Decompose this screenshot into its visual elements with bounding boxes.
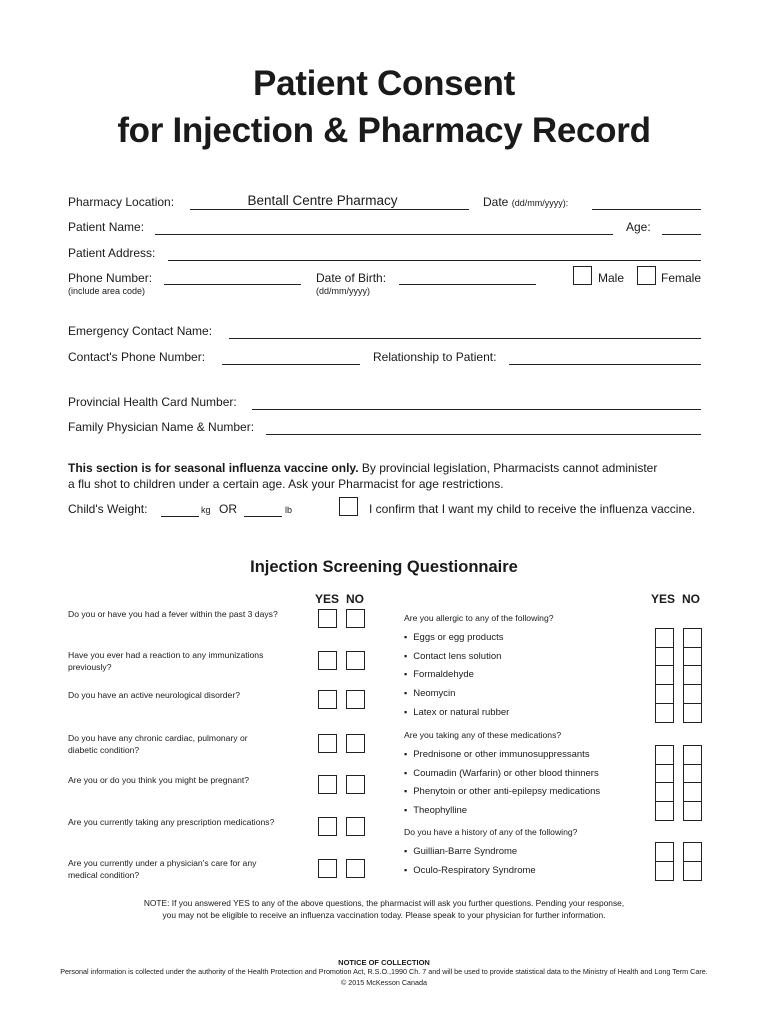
right-g1-item3-yes-checkbox[interactable] — [655, 665, 674, 685]
left-q1-yes-checkbox[interactable] — [318, 609, 337, 628]
flu-section-bold: This section is for seasonal influenza vaccine only. — [68, 461, 359, 475]
right-g3-item2-yes-checkbox[interactable] — [655, 861, 674, 881]
left-q6-yes-checkbox[interactable] — [318, 817, 337, 836]
right-group-heading: Are you allergic to any of the following? — [404, 613, 554, 623]
left-question-row — [68, 650, 308, 673]
right-g2-item2-no-checkbox[interactable] — [683, 764, 702, 784]
right-group-heading: Are you taking any of these medications? — [404, 730, 562, 740]
left-question-text: Are you or do you think you might be pregnant? — [68, 775, 250, 785]
left-q4-no-checkbox[interactable] — [346, 734, 365, 753]
right-yes-header: YES — [651, 592, 676, 606]
right-no-header: NO — [682, 592, 700, 606]
left-question-text: Have you ever had a reaction to any immunizations — [68, 650, 264, 660]
left-q5-yes-checkbox[interactable] — [318, 775, 337, 794]
right-g1-item3-no-checkbox[interactable] — [683, 665, 702, 685]
right-list-item: ▪ Eggs or egg products — [404, 632, 504, 643]
patient-address-field[interactable] — [168, 260, 701, 261]
right-g3-item2-no-checkbox[interactable] — [683, 861, 702, 881]
date-label: Date (dd/mm/yyyy): — [483, 195, 569, 209]
screening-note-line2: you may not be eligible to receive an influenza vaccination today. Please speak to your physician for further information. — [162, 910, 606, 920]
pharmacy-location-field[interactable] — [190, 209, 469, 210]
left-question-row — [68, 733, 308, 756]
left-question-row — [68, 690, 308, 702]
lb-unit: lb — [285, 505, 293, 515]
left-q3-no-checkbox[interactable] — [346, 690, 365, 709]
health-card-label: Provincial Health Card Number: — [68, 395, 237, 409]
right-list-item: ▪ Phenytoin or other anti-epilepsy medications — [404, 786, 600, 797]
date-field[interactable] — [592, 209, 701, 210]
right-g1-item1-no-checkbox[interactable] — [683, 628, 702, 648]
right-g1-item5-no-checkbox[interactable] — [683, 703, 702, 723]
female-checkbox[interactable] — [637, 266, 656, 285]
left-question-text-cont: medical condition? — [68, 869, 140, 880]
left-question-text: Do you have an active neurological disorder? — [68, 690, 240, 700]
male-checkbox[interactable] — [573, 266, 592, 285]
left-q3-yes-checkbox[interactable] — [318, 690, 337, 709]
right-g2-item3-yes-checkbox[interactable] — [655, 782, 674, 802]
contact-phone-label: Contact's Phone Number: — [68, 350, 206, 364]
right-g2-item2-yes-checkbox[interactable] — [655, 764, 674, 784]
form-title-line2: for Injection & Pharmacy Record — [117, 111, 651, 150]
right-list-item: ▪ Oculo-Respiratory Syndrome — [404, 865, 536, 876]
family-physician-label: Family Physician Name & Number: — [68, 420, 255, 434]
right-g1-item5-yes-checkbox[interactable] — [655, 703, 674, 723]
right-g2-item1-yes-checkbox[interactable] — [655, 745, 674, 765]
left-q5-no-checkbox[interactable] — [346, 775, 365, 794]
relationship-label: Relationship to Patient: — [373, 350, 497, 364]
right-g3-item1-yes-checkbox[interactable] — [655, 842, 674, 862]
left-question-text: Do you have any chronic cardiac, pulmonary or — [68, 733, 248, 743]
right-list-item: ▪ Coumadin (Warfarin) or other blood thinners — [404, 768, 599, 779]
flu-section-text1: By provincial legislation, Pharmacists cannot administer — [358, 461, 658, 475]
left-q4-yes-checkbox[interactable] — [318, 734, 337, 753]
left-question-text: Are you currently taking any prescription medications? — [68, 817, 275, 827]
pharmacy-location-label: Pharmacy Location: — [68, 195, 175, 209]
left-question-row — [68, 609, 308, 621]
right-list-item: ▪ Theophylline — [404, 805, 467, 816]
pharmacy-location-value: Bentall Centre Pharmacy — [247, 193, 398, 208]
phone-number-label: Phone Number: — [68, 271, 153, 285]
notice-text: Personal information is collected under the authority of the Health Protection and Promotion Act, R.S.O.,1990 Ch. 7 and will be used to provide statistical data to the Ministry of Health and Long Term Care. — [60, 967, 708, 976]
phone-number-field[interactable] — [164, 284, 301, 285]
dob-format-hint: (dd/mm/yyyy) — [316, 286, 370, 296]
patient-name-field[interactable] — [155, 234, 613, 235]
right-list-item: ▪ Prednisone or other immunosuppressants — [404, 749, 590, 760]
notice-heading: NOTICE OF COLLECTION — [338, 958, 430, 967]
right-list-item: ▪ Latex or natural rubber — [404, 707, 509, 718]
right-g1-item2-no-checkbox[interactable] — [683, 647, 702, 667]
right-list-item: ▪ Guillian-Barre Syndrome — [404, 846, 517, 857]
dob-field[interactable] — [399, 284, 536, 285]
right-group-heading: Do you have a history of any of the following? — [404, 827, 578, 837]
health-card-field[interactable] — [252, 409, 701, 410]
emergency-contact-label: Emergency Contact Name: — [68, 324, 213, 338]
left-q1-no-checkbox[interactable] — [346, 609, 365, 628]
kg-unit: kg — [201, 505, 211, 515]
patient-name-label: Patient Name: — [68, 220, 145, 234]
left-question-row — [68, 817, 308, 829]
left-yes-header: YES — [315, 592, 340, 606]
right-g1-item4-no-checkbox[interactable] — [683, 684, 702, 704]
right-g1-item2-yes-checkbox[interactable] — [655, 647, 674, 667]
questionnaire-title: Injection Screening Questionnaire — [250, 558, 518, 576]
right-g2-item1-no-checkbox[interactable] — [683, 745, 702, 765]
emergency-contact-field[interactable] — [229, 338, 701, 339]
screening-note-line1: NOTE: If you answered YES to any of the above questions, the pharmacist will ask you further questions. Pending your response, — [143, 898, 625, 908]
copyright: © 2015 McKesson Canada — [340, 978, 427, 987]
male-label: Male — [598, 271, 625, 285]
right-g3-item1-no-checkbox[interactable] — [683, 842, 702, 862]
right-g2-item3-no-checkbox[interactable] — [683, 782, 702, 802]
left-question-row — [68, 858, 308, 881]
left-question-text: Are you currently under a physician's care for any — [68, 858, 257, 868]
weight-kg-field[interactable] — [161, 516, 199, 517]
relationship-field[interactable] — [509, 364, 701, 365]
weight-lb-field[interactable] — [244, 516, 282, 517]
screening-note — [0, 897, 768, 921]
age-label: Age: — [626, 220, 651, 234]
flu-section-text2: a flu shot to children under a certain age. Ask your Pharmacist for age restrictions. — [68, 476, 504, 491]
left-q7-yes-checkbox[interactable] — [318, 859, 337, 878]
date-format-hint: (dd/mm/yyyy): — [511, 198, 569, 208]
right-list-item: ▪ Neomycin — [404, 688, 455, 699]
left-q2-no-checkbox[interactable] — [346, 651, 365, 670]
right-list-item: ▪ Formaldehyde — [404, 669, 474, 680]
right-g2-item4-no-checkbox[interactable] — [683, 801, 702, 821]
age-field[interactable] — [662, 234, 701, 235]
left-question-text-cont: previously? — [68, 661, 112, 672]
dob-label: Date of Birth: — [316, 271, 387, 285]
patient-address-label: Patient Address: — [68, 246, 156, 260]
right-g1-item4-yes-checkbox[interactable] — [655, 684, 674, 704]
childs-weight-label: Child's Weight: — [68, 502, 148, 516]
family-physician-field[interactable] — [266, 434, 701, 435]
phone-number-note: (include area code) — [68, 286, 146, 296]
right-g2-item4-yes-checkbox[interactable] — [655, 801, 674, 821]
right-g1-item1-yes-checkbox[interactable] — [655, 628, 674, 648]
left-q2-yes-checkbox[interactable] — [318, 651, 337, 670]
flu-section-text — [68, 461, 708, 492]
form-title-line1: Patient Consent — [253, 64, 515, 103]
or-label: OR — [219, 502, 237, 516]
left-question-text: Do you or have you had a fever within the past 3 days? — [68, 609, 278, 619]
left-question-row — [68, 775, 308, 787]
left-q6-no-checkbox[interactable] — [346, 817, 365, 836]
right-list-item: ▪ Contact lens solution — [404, 651, 501, 662]
flu-confirm-label: I confirm that I want my child to receive the influenza vaccine. — [369, 502, 696, 516]
contact-phone-field[interactable] — [222, 364, 360, 365]
left-no-header: NO — [346, 592, 364, 606]
left-question-text-cont: diabetic condition? — [68, 744, 140, 755]
flu-confirm-checkbox[interactable] — [339, 497, 358, 516]
left-q7-no-checkbox[interactable] — [346, 859, 365, 878]
female-label: Female — [661, 271, 702, 285]
